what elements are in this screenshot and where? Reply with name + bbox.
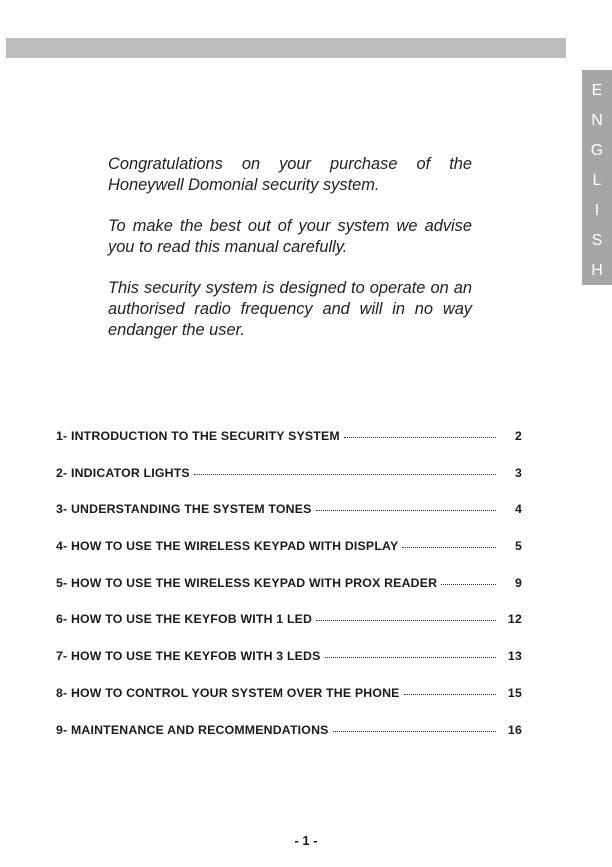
page-number: - 1 - [294,833,318,848]
language-letter: L [592,172,602,189]
intro-paragraph: Congratulations on your purchase of the Honeywell Domonial security system. [108,155,472,194]
toc-entry-title: 3- UNDERSTANDING THE SYSTEM TONES [56,502,312,517]
toc-entry-page: 12 [507,612,522,627]
toc-leader-dots [194,474,496,475]
toc-entry-title: 6- HOW TO USE THE KEYFOB WITH 1 LED [56,612,313,627]
toc-leader-dots [404,694,496,695]
toc-leader-dots [316,620,496,621]
toc-leader-dots [441,584,496,585]
toc-entry-page: 2 [514,429,522,443]
toc-entry-page: 15 [507,685,522,700]
toc-entry-title: 4- HOW TO USE THE WIRELESS KEYPAD WITH DISPLAY [56,539,399,554]
toc-leader-dots [325,657,496,658]
language-tab [582,70,612,285]
intro-paragraph: This security system is designed to operate on an authorised radio frequency and will in no way endanger the user. [108,279,472,339]
intro-paragraph: To make the best out of your system we advise you to read this manual carefully. [108,217,472,256]
language-letter: S [591,232,603,249]
language-letter: N [591,112,603,129]
toc-entry-page: 13 [507,649,522,664]
toc-entry[interactable] [56,576,522,613]
toc-entry[interactable] [56,466,522,503]
toc-entry[interactable] [56,723,522,760]
toc-entry-page: 4 [514,502,522,517]
language-letter: H [591,262,603,279]
language-letter: I [594,202,600,219]
toc-entry[interactable] [56,649,522,686]
toc-entry-title: 2- INDICATOR LIGHTS [56,465,190,480]
toc-entry-page: 16 [507,722,522,737]
toc-entry-page: 3 [514,465,522,480]
toc-entry-title: 9- MAINTENANCE AND RECOMMENDATIONS [56,722,329,737]
header-bar [6,38,566,58]
toc-entry-title: 1- INTRODUCTION TO THE SECURITY SYSTEM [56,429,340,443]
toc-entry-page: 9 [514,575,522,590]
toc-entry-page: 5 [514,539,522,554]
language-letter: G [590,142,604,159]
toc-entry[interactable] [56,502,522,539]
toc-entry-title: 5- HOW TO USE THE WIRELESS KEYPAD WITH PROX READER [56,575,438,590]
toc-entry[interactable] [56,686,522,723]
toc-entry[interactable] [56,429,522,466]
toc-leader-dots [316,510,496,511]
toc-entry-title: 7- HOW TO USE THE KEYFOB WITH 3 LEDS [56,649,321,664]
table-of-contents [56,429,522,759]
toc-entry[interactable] [56,539,522,576]
toc-entry[interactable] [56,612,522,649]
toc-leader-dots [402,547,496,548]
toc-leader-dots [344,437,496,438]
intro-text [108,154,472,361]
toc-entry-title: 8- HOW TO CONTROL YOUR SYSTEM OVER THE PHONE [56,685,400,700]
language-letter: E [591,82,603,99]
toc-leader-dots [333,731,496,732]
